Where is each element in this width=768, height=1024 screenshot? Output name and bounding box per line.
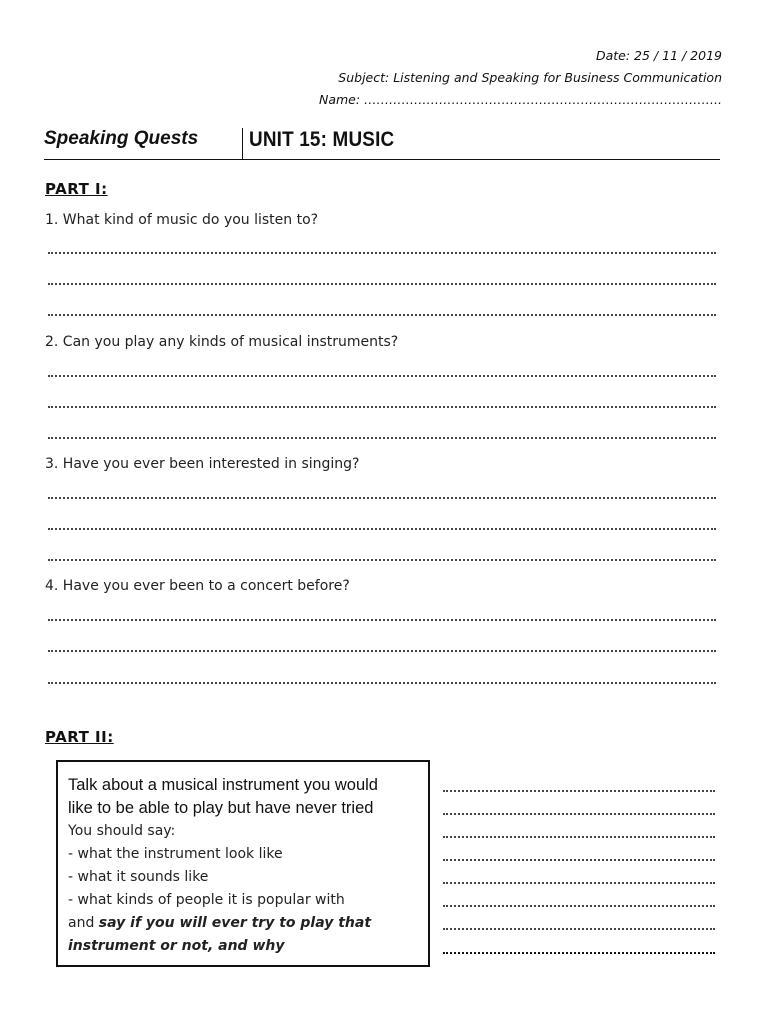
header-divider	[242, 128, 243, 159]
answer-line[interactable]	[48, 650, 716, 652]
cue-card-bullet: - what the instrument look like	[68, 846, 283, 862]
question-4: 4. Have you ever been to a concert before?	[45, 578, 350, 594]
question-1: 1. What kind of music do you listen to?	[45, 212, 319, 228]
answer-line[interactable]	[48, 497, 716, 499]
unit-title: UNIT 15: MUSIC	[249, 128, 395, 151]
answer-line[interactable]	[48, 559, 716, 561]
name-line: Name: …………………………………………………………………………..	[318, 92, 722, 107]
cue-card-bullet: - what it sounds like	[68, 869, 209, 885]
answer-line[interactable]	[48, 619, 716, 621]
cue-card-title: Talk about a musical instrument you would	[68, 776, 378, 794]
cue-card	[56, 760, 430, 967]
notes-line[interactable]	[443, 952, 715, 954]
notes-line[interactable]	[443, 928, 715, 930]
answer-line[interactable]	[48, 406, 716, 408]
answer-line[interactable]	[48, 437, 716, 439]
answer-line[interactable]	[48, 283, 716, 285]
date-line: Date: 25 / 11 / 2019	[595, 48, 722, 63]
question-2: 2. Can you play any kinds of musical instruments?	[45, 334, 399, 350]
closing-emphasis: say if you will ever try to play that	[98, 915, 372, 931]
cue-card-title-cont: like to be able to play but have never tried	[68, 799, 374, 817]
notes-line[interactable]	[443, 859, 715, 861]
subject-line: Subject: Listening and Speaking for Business Communication	[338, 70, 722, 85]
answer-line[interactable]	[48, 375, 716, 377]
part-2-heading: PART II:	[45, 728, 114, 746]
cue-card-bullet: - what kinds of people it is popular with	[68, 892, 345, 908]
cue-card-closing	[68, 912, 428, 935]
part-1-heading: PART I:	[45, 180, 108, 198]
notes-line[interactable]	[443, 790, 715, 792]
cue-card-prompt: You should say:	[68, 823, 176, 839]
closing-emphasis-cont: instrument or not, and why	[68, 938, 285, 954]
answer-line[interactable]	[48, 528, 716, 530]
answer-line[interactable]	[48, 252, 716, 254]
notes-line[interactable]	[443, 813, 715, 815]
notes-line[interactable]	[443, 905, 715, 907]
notes-line[interactable]	[443, 836, 715, 838]
question-3: 3. Have you ever been interested in singing?	[45, 456, 360, 472]
closing-prefix: and	[68, 915, 95, 931]
worksheet-header	[44, 126, 720, 160]
answer-line[interactable]	[48, 682, 716, 684]
brand-title: Speaking Quests	[44, 128, 199, 149]
answer-line[interactable]	[48, 314, 716, 316]
notes-line[interactable]	[443, 882, 715, 884]
